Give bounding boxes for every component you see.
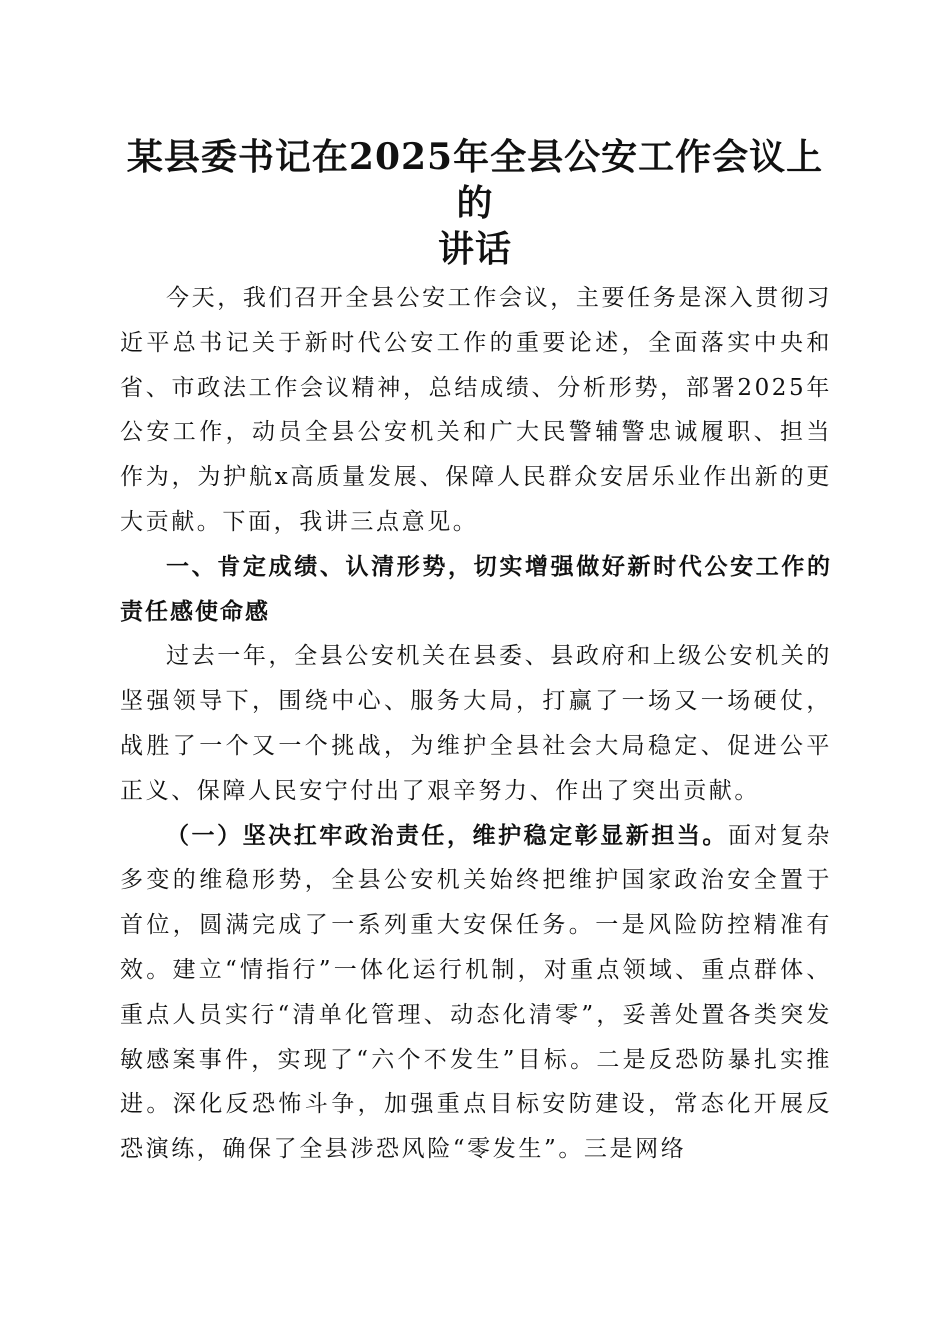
document-body — [120, 276, 832, 1172]
subsection-1-paragraph — [120, 814, 832, 1172]
title-line-2: 讲话 — [437, 228, 512, 270]
title-line-1: 某县委书记在2025年全县公安工作会议上的 — [126, 136, 824, 224]
document-title — [110, 134, 840, 272]
intro-paragraph: 今天，我们召开全县公安工作会议，主要任务是深入贯彻习近平总书记关于新时代公安工作的重要论述，全面落实中央和省、市政法工作会议精神，总结成绩、分析形势，部署2025年公安工作，动员全县公安机关和广大民警辅警忠诚履职、担当作为，为护航x高质量发展、保障人民群众安居乐业作出新的更大贡献。下面，我讲三点意见。 — [120, 285, 832, 535]
subsection-heading-1: （一）坚决扛牢政治责任，维护稳定彰显新担当。 — [166, 822, 728, 849]
section-heading-1: 一、肯定成绩、认清形势，切实增强做好新时代公安工作的责任感使命感 — [120, 553, 832, 625]
subsection-1-text: 面对复杂多变的维稳形势，全县公安机关始终把维护国家政治安全置于首位，圆满完成了一系列重大安保任务。一是风险防控精准有效。建立“情指行”一体化运行机制，对重点领域、重点群体、重点人员实行“清单化管理、动态化清零”，妥善处置各类突发敏感案事件，实现了“六个不发生”目标。二是反恐防暴扎实推进。深化反恐怖斗争，加强重点目标安防建设，常态化开展反恐演练，确保了全县涉恐风险“零发生”。三是网络 — [120, 822, 833, 1163]
section-1-paragraph: 过去一年，全县公安机关在县委、县政府和上级公安机关的坚强领导下，围绕中心、服务大局，打赢了一场又一场硬仗，战胜了一个又一个挑战，为维护全县社会大局稳定、促进公平正义、保障人民安宁付出了艰辛努力、作出了突出贡献。 — [120, 643, 832, 804]
